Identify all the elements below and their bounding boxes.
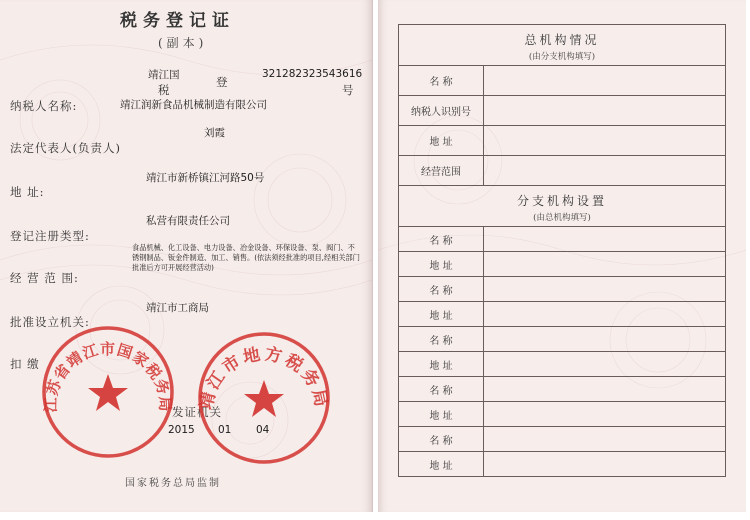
branch-label-address: 地 址	[399, 352, 484, 376]
hq-value-name	[484, 66, 725, 95]
branch-value-address	[484, 302, 725, 326]
address-value: 靖江市新桥镇江河路50号	[146, 172, 265, 184]
business-scope-value: 食品机械、化工设备、电力设备、冶金设备、环保设备、泵、阀门、不锈钢制品、钣金件制造、加工、销售。(依法须经批准的项目,经相关部门批准后方可开展经营活动)	[132, 243, 360, 272]
tax-id-prefix: 靖江国	[148, 69, 180, 81]
withholding-label: 扣 缴	[10, 357, 40, 371]
legal-rep-label: 法定代表人(负责人)	[10, 141, 121, 155]
branch-label-name: 名 称	[399, 227, 484, 251]
reg-type-value: 私营有限责任公司	[146, 215, 230, 227]
branch-row-address	[399, 251, 725, 276]
branch-group	[399, 277, 725, 327]
business-scope-label: 经 营 范 围:	[10, 271, 79, 285]
page-title: 税务登记证	[120, 11, 235, 31]
hq-row-name	[399, 66, 725, 96]
left-page	[0, 0, 373, 512]
address-label: 地 址:	[10, 185, 45, 199]
hq-value-address	[484, 126, 725, 155]
approving-authority-label: 批准设立机关:	[10, 315, 90, 329]
issue-authority-label: 发证机关	[172, 405, 222, 419]
legal-rep-value: 刘霞	[204, 127, 225, 139]
branch-value-address	[484, 452, 725, 476]
tax-id-label-char: 税	[158, 83, 171, 97]
branch-row-address	[399, 351, 725, 376]
branch-value-name	[484, 277, 725, 301]
branch-value-address	[484, 352, 725, 376]
hq-row-address	[399, 126, 725, 156]
branch-group	[399, 227, 725, 277]
issue-month: 01	[218, 424, 232, 436]
branch-value-address	[484, 252, 725, 276]
hq-title: 总机构情况	[524, 33, 600, 47]
hq-label-taxid: 纳税人识别号	[399, 96, 484, 125]
star-icon	[88, 374, 128, 411]
branch-label-name: 名 称	[399, 427, 484, 451]
branch-group	[399, 427, 725, 476]
branch-group	[399, 327, 725, 377]
branch-row-name	[399, 377, 725, 401]
branch-title: 分支机构设置	[516, 194, 607, 208]
issue-day: 04	[256, 424, 270, 436]
tax-id-number: 321282323543616	[262, 68, 363, 80]
branch-label-address: 地 址	[399, 402, 484, 426]
branch-label-name: 名 称	[399, 377, 484, 401]
reg-type-label: 登记注册类型:	[10, 229, 90, 243]
hq-label-scope: 经营范围	[399, 156, 484, 185]
branch-info-table	[398, 24, 726, 477]
branch-row-name	[399, 277, 725, 301]
branch-row-name	[399, 227, 725, 251]
hq-section-header	[399, 25, 725, 66]
taxpayer-name-value: 靖江润新食品机械制造有限公司	[120, 99, 267, 111]
footer-supervisor: 国家税务总局监制	[125, 478, 221, 489]
branch-value-name	[484, 327, 725, 351]
taxpayer-name-label: 纳税人名称:	[10, 99, 78, 113]
seal-right-text: 靖江市地方税务局	[196, 344, 332, 412]
issue-year: 2015	[168, 424, 195, 436]
branch-row-address	[399, 451, 725, 476]
branch-label-name: 名 称	[399, 277, 484, 301]
seal-left-text: 江苏省靖江市国家税务局	[41, 340, 175, 413]
hq-label-address: 地 址	[399, 126, 484, 155]
approving-authority-value: 靖江市工商局	[146, 302, 209, 314]
hq-label-name: 名 称	[399, 66, 484, 95]
branch-group	[399, 377, 725, 427]
page-subtitle: (副本)	[158, 36, 208, 50]
branch-row-address	[399, 301, 725, 326]
hq-value-scope	[484, 156, 725, 185]
branch-row-address	[399, 401, 725, 426]
branch-value-name	[484, 377, 725, 401]
branch-section-header	[399, 186, 725, 227]
tax-id-suffix: 号	[342, 83, 355, 97]
local-tax-bureau-seal	[196, 330, 332, 466]
branch-label-address: 地 址	[399, 452, 484, 476]
hq-note: (由分支机构填写)	[528, 52, 596, 62]
branch-label-address: 地 址	[399, 302, 484, 326]
branch-value-address	[484, 402, 725, 426]
tax-id-label-char2: 登	[216, 75, 229, 89]
branch-value-name	[484, 427, 725, 451]
hq-value-taxid	[484, 96, 725, 125]
branch-row-name	[399, 327, 725, 351]
branch-note: (由总机构填写)	[533, 213, 591, 223]
branch-label-address: 地 址	[399, 252, 484, 276]
star-icon	[244, 380, 284, 417]
national-tax-bureau-seal	[40, 324, 176, 460]
hq-row-scope	[399, 156, 725, 186]
branch-value-name	[484, 227, 725, 251]
branch-groups	[399, 227, 725, 476]
hq-row-taxid	[399, 96, 725, 126]
branch-row-name	[399, 427, 725, 451]
branch-label-name: 名 称	[399, 327, 484, 351]
